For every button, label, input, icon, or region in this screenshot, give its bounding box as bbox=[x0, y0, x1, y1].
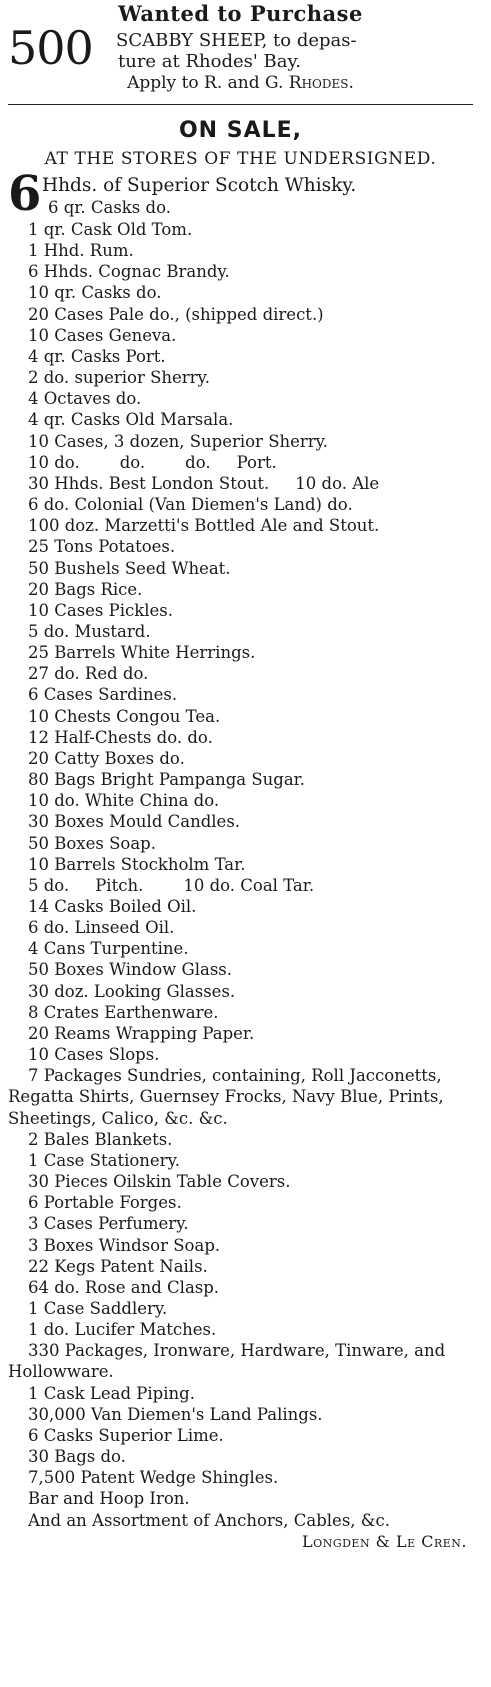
list-item: 64 do. Rose and Clasp. bbox=[28, 1277, 220, 1297]
list-item: 4 qr. Casks Port. bbox=[28, 346, 166, 366]
wanted-text bbox=[116, 28, 357, 72]
list-item: 1 qr. Cask Old Tom. bbox=[28, 220, 193, 239]
first-entry-text bbox=[42, 173, 356, 219]
list-item: 10 qr. Casks do. bbox=[28, 283, 162, 303]
divider-rule bbox=[8, 104, 473, 105]
wanted-advertisement bbox=[8, 2, 473, 94]
list-item: 10 Barrels Stockholm Tar. bbox=[28, 854, 246, 874]
list-item: 30 Boxes Mould Candles. bbox=[28, 812, 241, 832]
list-item: 1 Case Saddlery. bbox=[28, 1298, 168, 1318]
signature: Longden & Le Cren. bbox=[302, 1531, 467, 1551]
list-item: 4 qr. Casks Old Marsala. bbox=[28, 410, 234, 430]
list-item-ironware bbox=[8, 1340, 473, 1382]
list-item: 10 Cases, 3 dozen, Superior Sherry. bbox=[28, 431, 329, 451]
list-item: 50 Boxes Soap. bbox=[28, 833, 156, 853]
port-b: do. bbox=[119, 452, 146, 472]
wanted-number: 500 bbox=[8, 21, 93, 75]
list-item: 30 doz. Looking Glasses. bbox=[28, 981, 236, 1001]
list-item: And an Assortment of Anchors, Cables, &c. bbox=[28, 1510, 390, 1530]
sale-title: ON SALE, bbox=[178, 118, 303, 143]
list-item: 100 doz. Marzetti's Bottled Ale and Stout. bbox=[28, 516, 380, 536]
pitch-b: Pitch. bbox=[95, 875, 144, 895]
newspaper-advertisement-column bbox=[8, 0, 473, 1553]
list-item: 7,500 Patent Wedge Shingles. bbox=[28, 1468, 279, 1488]
list-item-port bbox=[8, 452, 473, 473]
list-item: 1 Hhd. Rum. bbox=[28, 241, 134, 261]
list-item: 4 Cans Turpentine. bbox=[28, 939, 189, 959]
sale-subtitle: AT THE STORES OF THE UNDERSIGNED. bbox=[44, 149, 437, 169]
list-item: 50 Boxes Window Glass. bbox=[28, 960, 232, 980]
list-item: 6 Casks Superior Lime. bbox=[28, 1425, 224, 1445]
list-item: 30 Bags do. bbox=[28, 1447, 126, 1467]
list-item: 14 Casks Boiled Oil. bbox=[28, 897, 197, 916]
drop-cap: 6 bbox=[8, 166, 42, 222]
stout-text: 30 Hhds. Best London Stout. bbox=[28, 473, 270, 493]
list-item: 8 Crates Earthenware. bbox=[28, 1002, 219, 1022]
list-item: 6 do. Linseed Oil. bbox=[28, 918, 175, 938]
list-item: 2 do. superior Sherry. bbox=[28, 368, 210, 388]
list-item: 30,000 Van Diemen's Land Palings. bbox=[28, 1404, 323, 1424]
wanted-body bbox=[8, 21, 473, 75]
list-item: 1 Case Stationery. bbox=[28, 1150, 180, 1170]
list-item-sundries bbox=[8, 1065, 473, 1128]
list-item: 3 Cases Perfumery. bbox=[28, 1214, 189, 1234]
pitch-c: 10 do. Coal Tar. bbox=[183, 875, 315, 895]
sundries-text: 7 Packages Sundries, containing, Roll Jacconetts, Regatta Shirts, Guernsey Frocks, Navy Blue, Prints, Sheetings, Calico, &c. &c. bbox=[8, 1066, 444, 1128]
list-item: 20 Catty Boxes do. bbox=[28, 748, 185, 768]
list-item: 6 Portable Forges. bbox=[28, 1193, 182, 1213]
wanted-apply-line bbox=[8, 72, 473, 94]
list-item: 25 Tons Potatoes. bbox=[28, 537, 176, 557]
list-item: 6 Cases Sardines. bbox=[28, 685, 178, 705]
list-item: 20 Cases Pale do., (shipped direct.) bbox=[28, 304, 324, 324]
list-item: 20 Bags Rice. bbox=[28, 579, 143, 599]
on-sale-advertisement bbox=[8, 117, 473, 1553]
list-item: 50 Bushels Seed Wheat. bbox=[28, 558, 231, 578]
apply-prefix: Apply to R. and G. bbox=[127, 73, 289, 93]
wanted-line-2: ture at Rhodes' Bay. bbox=[118, 51, 302, 72]
apply-name: Rhodes. bbox=[288, 73, 354, 93]
list-item: 6 Hhds. Cognac Brandy. bbox=[28, 262, 230, 282]
list-item: 5 do. Mustard. bbox=[28, 621, 151, 641]
list-item: 25 Barrels White Herrings. bbox=[28, 643, 256, 663]
list-item: 22 Kegs Patent Nails. bbox=[28, 1256, 208, 1276]
list-item-pitch bbox=[8, 875, 473, 896]
list-item: 2 Bales Blankets. bbox=[28, 1129, 173, 1149]
port-d: Port. bbox=[236, 452, 277, 472]
list-item: 12 Half-Chests do. do. bbox=[28, 727, 213, 747]
first-sub-line: 6 qr. Casks do. bbox=[48, 198, 171, 217]
list-item: 1 Cask Lead Piping. bbox=[28, 1383, 195, 1403]
list-item-stout bbox=[8, 473, 473, 494]
list-item: 20 Reams Wrapping Paper. bbox=[28, 1023, 255, 1043]
list-item: 10 Cases Slops. bbox=[28, 1045, 160, 1065]
list-item: 30 Pieces Oilskin Table Covers. bbox=[28, 1172, 291, 1192]
wanted-title: Wanted to Purchase bbox=[118, 1, 363, 26]
list-item: 10 Cases Geneva. bbox=[28, 325, 177, 345]
list-item: 10 Cases Pickles. bbox=[28, 600, 174, 620]
list-item: 1 do. Lucifer Matches. bbox=[28, 1320, 217, 1340]
ironware-text: 330 Packages, Ironware, Hardware, Tinware, and Hollowware. bbox=[8, 1341, 446, 1382]
first-line: Hhds. of Superior Scotch Whisky. bbox=[42, 175, 357, 196]
list-item: 80 Bags Bright Pampanga Sugar. bbox=[28, 770, 305, 790]
list-item: 6 do. Colonial (Van Diemen's Land) do. bbox=[28, 495, 353, 515]
port-a: 10 do. bbox=[28, 452, 80, 472]
sale-first-entry bbox=[8, 166, 473, 222]
list-item: 10 do. White China do. bbox=[28, 791, 220, 811]
wanted-line-1: SCABBY SHEEP, to depas- bbox=[116, 30, 357, 51]
ale-suffix: 10 do. Ale bbox=[295, 473, 380, 493]
list-item: Bar and Hoop Iron. bbox=[28, 1489, 190, 1509]
list-item: 27 do. Red do. bbox=[28, 664, 149, 684]
list-item: 10 Chests Congou Tea. bbox=[28, 706, 221, 726]
port-c: do. bbox=[185, 452, 211, 472]
sale-item-list bbox=[8, 219, 473, 1531]
pitch-a: 5 do. bbox=[28, 875, 70, 895]
list-item: 3 Boxes Windsor Soap. bbox=[28, 1235, 221, 1255]
list-item: 4 Octaves do. bbox=[28, 389, 142, 409]
